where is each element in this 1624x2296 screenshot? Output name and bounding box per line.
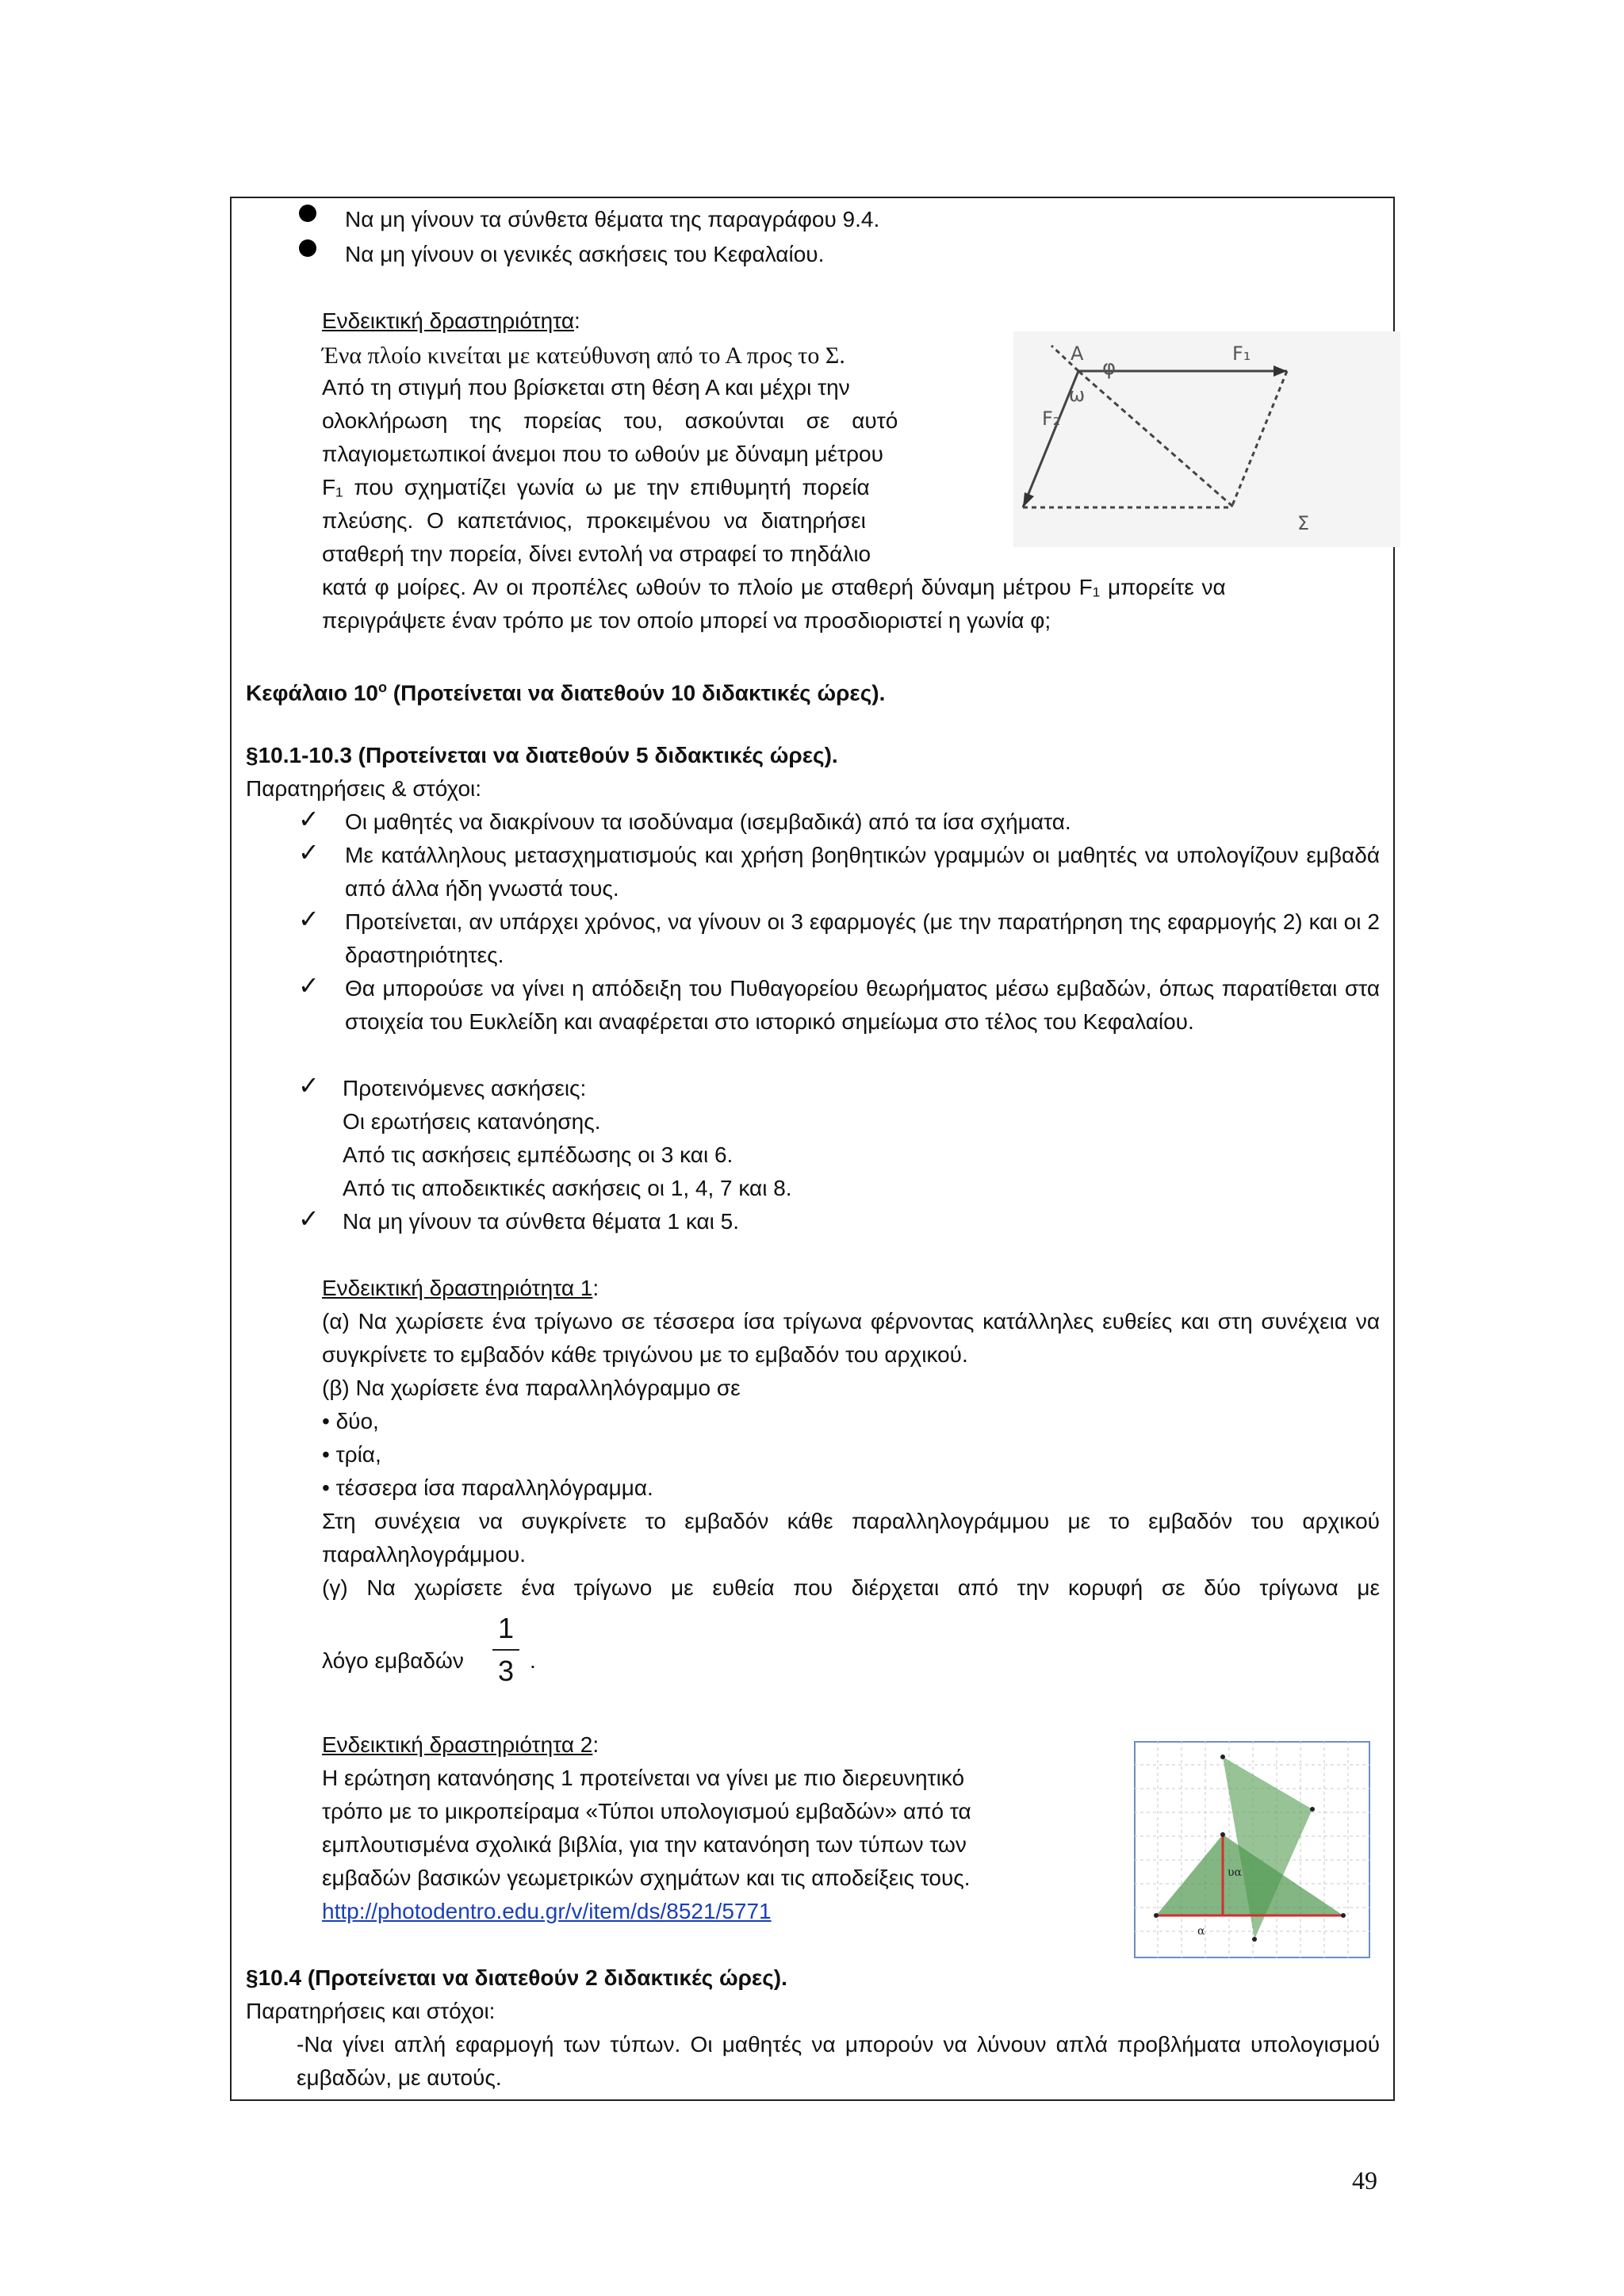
base-label: α bbox=[1197, 1925, 1205, 1938]
activity1-b: (β) Να χωρίσετε ένα παραλληλόγραμμο σε bbox=[322, 1376, 741, 1400]
bullet-text: Να μη γίνουν τα σύνθετα θέματα της παραγράφου 9.4. bbox=[345, 207, 880, 232]
point-s-label: Σ bbox=[1297, 512, 1310, 534]
activity-heading bbox=[322, 304, 580, 338]
activity1-heading-label: Ενδεικτική δραστηριότητα 1 bbox=[322, 1276, 593, 1300]
activity-text-line bbox=[322, 404, 980, 438]
point-a-label: A bbox=[1071, 342, 1084, 365]
activity-text-line: σταθερή την πορεία, δίνει εντολή να στραφεί το πηδάλιο bbox=[322, 541, 871, 566]
activity1-c-end: . bbox=[530, 1648, 536, 1673]
check-item: Θα μπορούσε να γίνει η απόδειξη του Πυθαγορείου θεωρήματος μέσω εμβαδών, όπως παρατίθεται στα στοιχεία του Ευκλείδη και αναφέρεται στο ιστορικό σημείωμα στο τέλος του Κεφαλαίου. bbox=[345, 976, 1380, 1034]
f1-label: F₁ bbox=[1232, 342, 1251, 365]
bullet-icon bbox=[299, 205, 316, 222]
height-label: υα bbox=[1228, 1866, 1242, 1879]
omega-label: ω bbox=[1069, 384, 1086, 406]
check-item: Προτεινόμενες ασκήσεις: bbox=[343, 1076, 587, 1100]
heading-colon: : bbox=[574, 308, 580, 333]
section-body: -Να γίνει απλή εφαρμογή των τύπων. Οι μαθητές να μπορούν να λύνουν απλά προβλήματα υπολογισμού εμβαδών, με αυτούς. bbox=[297, 2032, 1380, 2090]
checkmark-icon: ✓ bbox=[298, 970, 320, 1001]
force-parallelogram-figure bbox=[1013, 331, 1400, 547]
exercise-line: Οι ερωτήσεις κατανόησης. bbox=[343, 1109, 601, 1134]
activity-text-line: F₁ που σχηματίζει γωνία ω με την επιθυμητή πορεία bbox=[322, 475, 870, 499]
fraction-denominator: 3 bbox=[497, 1655, 515, 1687]
checkmark-icon: ✓ bbox=[298, 904, 320, 934]
heading-colon: : bbox=[592, 1732, 599, 1757]
activity1-b-end: Στη συνέχεια να συγκρίνετε το εμβαδόν κάθε παραλληλογράμμου με το εμβαδόν του αρχικού παραλληλογράμμου. bbox=[322, 1509, 1380, 1567]
checkmark-icon: ✓ bbox=[298, 837, 320, 867]
activity-text-line: Από τη στιγμή που βρίσκεται στη θέση Α και μέχρι την bbox=[322, 375, 850, 400]
section-title: §10.1-10.3 (Προτείνεται να διατεθούν 5 διδακτικές ώρες). bbox=[246, 743, 838, 767]
activity1-heading bbox=[322, 1272, 599, 1305]
heading-colon: : bbox=[592, 1276, 599, 1300]
activity-text-line: Ένα πλοίο κινείται με κατεύθυνση από το Α προς το Σ. bbox=[322, 342, 845, 369]
activity-heading-label: Ενδεικτική δραστηριότητα bbox=[322, 308, 575, 333]
fraction-bar bbox=[492, 1649, 519, 1651]
check-item: Οι μαθητές να διακρίνουν τα ισοδύναμα (ισεμβαδικά) από τα ίσα σχήματα. bbox=[345, 809, 1071, 834]
activity2-text-line: τρόπο με το μικροπείραμα «Τύποι υπολογισμού εμβαδών» από τα bbox=[322, 1799, 971, 1823]
section-subtitle: Παρατηρήσεις & στόχοι: bbox=[246, 776, 482, 801]
check-item: Να μη γίνουν τα σύνθετα θέματα 1 και 5. bbox=[343, 1209, 740, 1234]
section-title: §10.4 (Προτείνεται να διατεθούν 2 διδακτικές ώρες). bbox=[246, 1965, 787, 1990]
f2-label: F₂ bbox=[1042, 408, 1061, 430]
activity1-b2: • τρία, bbox=[322, 1442, 381, 1467]
phi-label: φ bbox=[1102, 356, 1116, 380]
check-item: Προτείνεται, αν υπάρχει χρόνος, να γίνουν οι 3 εφαρμογές (με την παρατήρηση της εφαρμογής 2) και οι 2 δραστηριότητες. bbox=[345, 909, 1380, 967]
triangle-area-figure bbox=[1134, 1741, 1370, 1958]
activity-text-line: πλεύσης. Ο καπετάνιος, προκειμένου να διατηρήσει bbox=[322, 508, 866, 533]
checkmark-icon: ✓ bbox=[298, 1203, 320, 1234]
bullet-text: Να μη γίνουν οι γενικές ασκήσεις του Κεφαλαίου. bbox=[345, 242, 825, 266]
activity2-text-line: εμπλουτισμένα σχολικά βιβλία, για την κατανόηση των τύπων των bbox=[322, 1832, 967, 1857]
activity-text-line: κατά φ μοίρες. Αν οι προπέλες ωθούν το πλοίο με σταθερή δύναμη μέτρου F₁ μπορείτε να bbox=[322, 575, 1226, 599]
activity1-b1: • δύο, bbox=[322, 1409, 379, 1433]
activity2-heading bbox=[322, 1728, 599, 1762]
chapter-title-post: (Προτείνεται να διατεθούν 10 διδακτικές ώρες). bbox=[387, 680, 886, 706]
chapter-title-sup: ο bbox=[378, 679, 388, 695]
activity-text-line: πλαγιομετωπικοί άνεμοι που το ωθούν με δύναμη μέτρου bbox=[322, 442, 883, 466]
checkmark-icon: ✓ bbox=[298, 804, 320, 834]
check-item: Με κατάλληλους μετασχηματισμούς και χρήση βοηθητικών γραμμών οι μαθητές να υπολογίζουν εμβαδά από άλλα ήδη γνωστά τους. bbox=[345, 843, 1380, 901]
chapter-title-pre: Κεφάλαιο 10 bbox=[246, 680, 379, 706]
page-number: 49 bbox=[1352, 2166, 1377, 2195]
exercise-line: Από τις ασκήσεις εμπέδωσης οι 3 και 6. bbox=[343, 1142, 733, 1167]
activity1-c-ratio: λόγο εμβαδών bbox=[322, 1648, 464, 1673]
chapter-title bbox=[246, 671, 885, 710]
activity1-b3: • τέσσερα ίσα παραλληλόγραμμα. bbox=[322, 1475, 653, 1500]
photodentro-link[interactable]: http://photodentro.edu.gr/v/item/ds/8521/5771 bbox=[322, 1899, 772, 1923]
exercise-line: Από τις αποδεικτικές ασκήσεις οι 1, 4, 7 και 8. bbox=[343, 1176, 792, 1200]
line-part: ολοκλήρωση της πορείας του, ασκούνται σε αυτό bbox=[322, 408, 898, 433]
activity-text-line: περιγράψετε έναν τρόπο με τον οποίο μπορεί να προσδιοριστεί η γωνία φ; bbox=[322, 608, 1051, 633]
section-subtitle: Παρατηρήσεις και στόχοι: bbox=[246, 1999, 496, 2023]
activity1-a: (α) Να χωρίσετε ένα τρίγωνο σε τέσσερα ίσα τρίγωνα φέρνοντας κατάλληλες ευθείες και στη συνέχεια να συγκρίνετε το εμβαδόν κάθε τριγώνου με το εμβαδόν του αρχικού. bbox=[322, 1309, 1380, 1367]
checkmark-icon: ✓ bbox=[298, 1070, 320, 1100]
activity2-heading-label: Ενδεικτική δραστηριότητα 2 bbox=[322, 1732, 593, 1757]
activity2-text-line: εμβαδών βασικών γεωμετρικών σχημάτων και τις αποδείξεις τους. bbox=[322, 1866, 971, 1890]
activity1-c: (γ) Να χωρίσετε ένα τρίγωνο με ευθεία που διέρχεται από την κορυφή σε δύο τρίγωνα με bbox=[322, 1575, 1380, 1600]
activity2-text-line: Η ερώτηση κατανόησης 1 προτείνεται να γίνει με πιο διερευνητικό bbox=[322, 1766, 965, 1790]
bullet-icon bbox=[299, 239, 316, 257]
fraction-numerator: 1 bbox=[497, 1612, 515, 1644]
